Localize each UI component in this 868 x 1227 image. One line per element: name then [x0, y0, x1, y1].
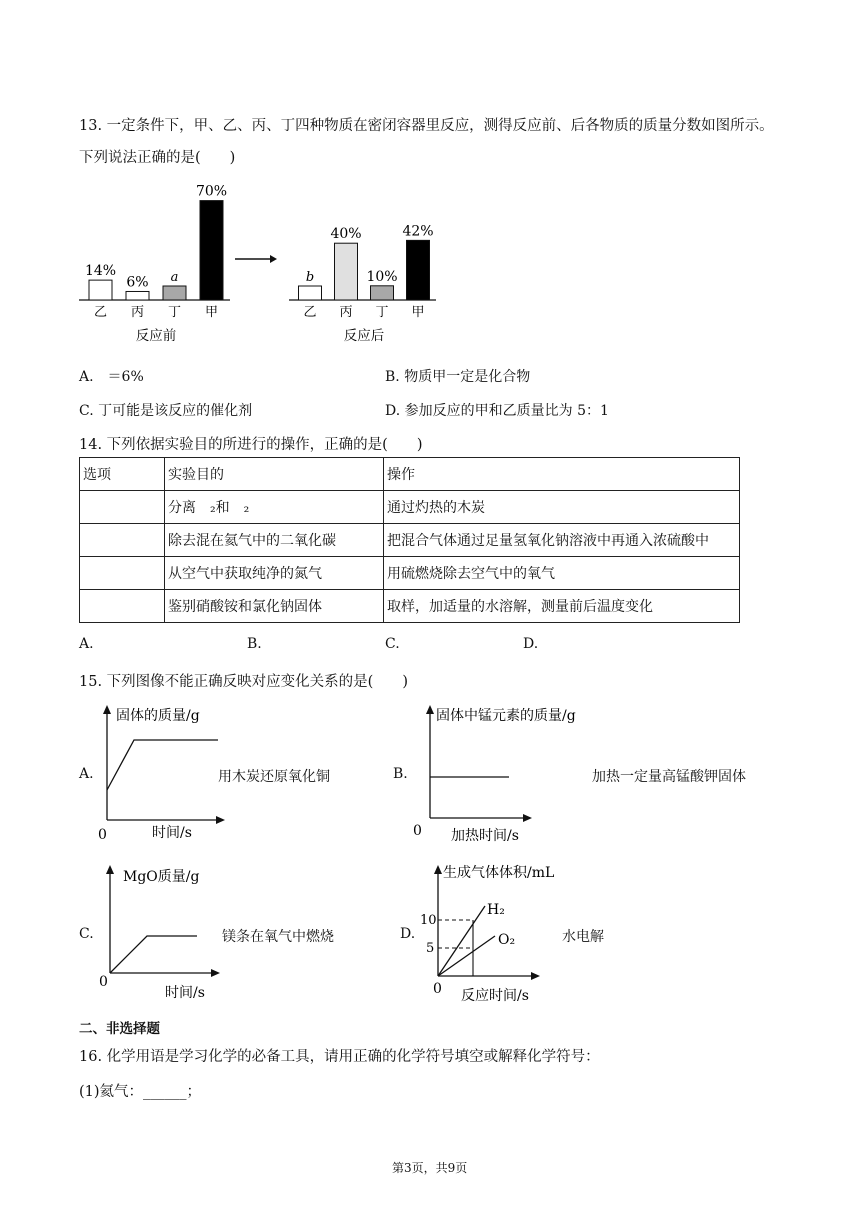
bar-data-label: 10%	[366, 268, 398, 285]
table-cell: 通过灼热的木炭	[384, 491, 740, 524]
bar-丁	[163, 286, 186, 300]
table-cell: 从空气中获取纯净的氮气	[165, 557, 384, 590]
table-cell	[80, 491, 165, 524]
bar-data-label: 42%	[402, 223, 434, 240]
graph-d-xlabel: 反应时间/s	[461, 988, 529, 1004]
q13-stem-line1: 13. 一定条件下，甲、乙、丙、丁四种物质在密闭容器里反应，测得反应前、后各物质的质量分数如图所示。	[79, 118, 774, 134]
q13-option-b: B. 物质甲一定是化合物	[385, 369, 531, 385]
category-label: 乙	[93, 305, 108, 320]
graph-d-line-h2	[438, 906, 485, 976]
graph-b-option: B.	[393, 766, 408, 782]
graph-d-line-o2	[438, 936, 495, 976]
table-header-cell: 操作	[384, 458, 740, 491]
category-label: 甲	[204, 305, 219, 320]
graph-d-label-h2: H₂	[487, 902, 505, 918]
graph-d-tick-10: 10	[420, 913, 437, 928]
q14-answer-a: A.	[79, 636, 94, 652]
q13-bar-charts	[70, 175, 470, 350]
bar-甲	[407, 240, 430, 300]
q13-option-c: C. 丁可能是该反应的催化剂	[79, 403, 253, 419]
table-cell: 取样，加适量的水溶解，测量前后温度变化	[384, 590, 740, 623]
chart-caption: 反应前	[135, 328, 177, 344]
bar-data-label: 40%	[330, 226, 362, 243]
bar-data-label: a	[170, 270, 179, 285]
table-header-cell: 实验目的	[165, 458, 384, 491]
graph-b-ylabel: 固体中锰元素的质量/g	[436, 708, 576, 724]
table-cell	[80, 524, 165, 557]
bar-data-label: 70%	[195, 183, 228, 200]
category-label: 甲	[411, 305, 425, 320]
graph-b-caption: 加热一定量高锰酸钾固体	[592, 769, 746, 785]
table-row	[80, 590, 740, 623]
table-row	[80, 524, 740, 557]
graph-d-caption: 水电解	[562, 929, 604, 945]
q13-option-d: D. 参加反应的甲和乙质量比为 5：1	[385, 403, 609, 419]
category-label: 丙	[339, 305, 353, 320]
graph-d-origin: 0	[433, 981, 442, 997]
section-heading: 二、非选择题	[79, 1021, 160, 1037]
page-footer: 第3页，共9页	[392, 1161, 468, 1175]
graph-c-caption: 镁条在氧气中燃烧	[222, 929, 334, 945]
q14-answer-c: C.	[385, 636, 400, 652]
bar-data-label: 6%	[126, 274, 149, 291]
bar-甲	[200, 201, 223, 300]
category-label: 乙	[303, 305, 317, 320]
q14-answer-b: B.	[247, 636, 262, 652]
table-cell: 鉴别硝酸铵和氯化钠固体	[165, 590, 384, 623]
table-row	[80, 557, 740, 590]
category-label: 丙	[130, 305, 145, 320]
table-cell: 分离 ₂和 ₂	[165, 491, 384, 524]
graph-c-ylabel: MgO质量/g	[123, 869, 200, 885]
bar-丙	[126, 291, 149, 300]
q13-stem-line2: 下列说法正确的是( )	[79, 150, 236, 166]
category-label: 丁	[167, 305, 182, 320]
q16-part1: (1)氦气：______；	[79, 1084, 202, 1100]
chart-before	[79, 184, 230, 344]
graph-a-xlabel: 时间/s	[152, 825, 192, 841]
arrow-icon	[235, 255, 277, 263]
q14-table	[79, 457, 740, 623]
graph-c-origin: 0	[99, 974, 108, 990]
graph-c-xlabel: 时间/s	[165, 985, 205, 1001]
graph-a-curve	[107, 740, 218, 790]
q15-stem: 15. 下列图像不能正确反映对应变化关系的是( )	[79, 674, 408, 690]
q16-stem: 16. 化学用语是学习化学的必备工具，请用正确的化学符号填空或解释化学符号：	[79, 1049, 600, 1065]
table-row	[80, 491, 740, 524]
q14-stem: 14. 下列依据实验目的所进行的操作，正确的是( )	[79, 437, 423, 453]
graph-b	[405, 700, 605, 846]
bar-乙	[299, 286, 322, 300]
bar-丁	[371, 286, 394, 300]
graph-a-ylabel: 固体的质量/g	[116, 708, 200, 724]
table-header-cell: 选项	[80, 458, 165, 491]
table-cell: 用硫燃烧除去空气中的氧气	[384, 557, 740, 590]
table-cell	[80, 557, 165, 590]
table-cell: 把混合气体通过足量氢氧化钠溶液中再通入浓硫酸中	[384, 524, 740, 557]
graph-c-option: C.	[79, 926, 94, 942]
category-label: 丁	[375, 305, 389, 320]
graph-d-tick-5: 5	[426, 941, 435, 956]
chart-caption: 反应后	[343, 328, 385, 344]
chart-after	[289, 223, 436, 344]
table-cell: 除去混在氦气中的二氧化碳	[165, 524, 384, 557]
graph-a-origin: 0	[98, 827, 107, 843]
graph-b-origin: 0	[413, 823, 422, 839]
graph-d	[415, 856, 575, 1008]
bar-乙	[89, 280, 112, 300]
graph-d-ylabel: 生成气体体积/mL	[443, 865, 555, 881]
q14-answer-d: D.	[523, 636, 539, 652]
graph-a-caption: 用木炭还原氧化铜	[218, 769, 330, 785]
graph-d-option: D.	[400, 926, 416, 942]
table-cell	[80, 590, 165, 623]
graph-b-xlabel: 加热时间/s	[451, 828, 519, 844]
q13-option-a: A. ＝6%	[79, 369, 144, 385]
graph-d-label-o2: O₂	[498, 932, 516, 948]
bar-data-label: 14%	[84, 263, 117, 280]
bar-丙	[335, 243, 358, 300]
graph-a-option: A.	[79, 766, 94, 782]
graph-c-curve	[110, 936, 197, 973]
bar-data-label: b	[305, 270, 315, 285]
table-header-row	[80, 458, 740, 491]
